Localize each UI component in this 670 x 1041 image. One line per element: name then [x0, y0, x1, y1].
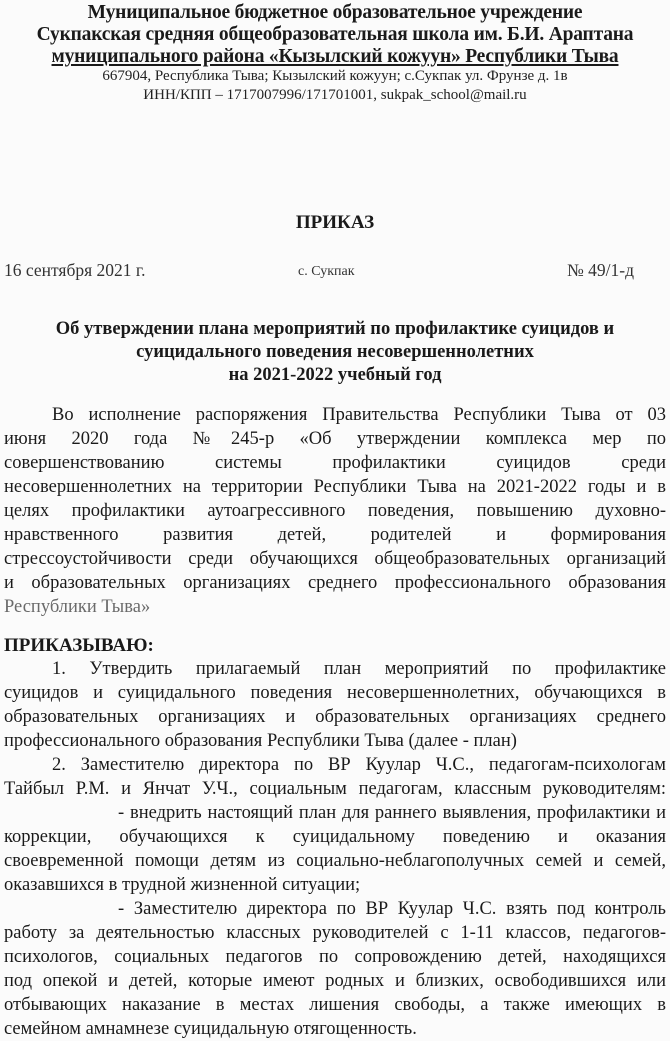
order-date: 16 сентября 2021 г.: [4, 260, 146, 280]
order-line: образовательных организациях и образовательных организациях среднего: [4, 707, 666, 727]
subject-line-2: суицидального поведения несовершеннолетних: [136, 342, 534, 362]
document-type-title: ПРИКАЗ: [295, 212, 375, 233]
order-line: семейном амнамнезе суицидальную отягощенность.: [4, 1019, 417, 1039]
order-line: оказавшихся в трудной жизненной ситуации;: [4, 875, 361, 895]
preamble-line: нравственного развития детей, родителей и формирования: [4, 525, 666, 545]
order-line: Тайбыл Р.М. и Янчат У.Ч., социальным педагогам, классным руководителям:: [4, 779, 666, 799]
order-number: № 49/1-д: [567, 260, 634, 280]
order-line: 1. Утвердить прилагаемый план мероприятий по профилактике: [52, 659, 666, 679]
order-line: отбывающих наказание в местах лишения свободы, а также имеющих в: [4, 995, 666, 1015]
order-line: под опекой и детей, которые имеют родных и близких, освободившихся или: [4, 971, 666, 991]
order-heading: ПРИКАЗЫВАЮ:: [4, 635, 154, 656]
preamble-line: стрессоустойчивости среди обучающихся общеобразовательных организаций: [4, 549, 666, 569]
order-line: своевременной помощи детям из социально-неблагополучных семей и семей,: [4, 851, 666, 871]
preamble-line: Республики Тыва»: [4, 597, 151, 617]
subject-line-1: Об утверждении плана мероприятий по профилактике суицидов и: [55, 319, 615, 339]
order-line: работу за деятельностью классных руководителей с 1-11 классов, педагогов-: [4, 923, 666, 943]
order-line: профессионального образования Республики Тыва (далее - план): [4, 731, 517, 751]
subject-line-3: на 2021-2022 учебный год: [228, 365, 442, 385]
preamble-line: Во исполнение распоряжения Правительства Республики Тыва от 03: [52, 405, 666, 425]
letterhead-address: 667904, Республика Тыва; Кызылский кожуун; с.Сукпак ул. Фрунзе д. 1в: [102, 68, 568, 84]
order-line: - внедрить настоящий план для раннего выявления, профилактики и: [118, 803, 666, 823]
order-line: 2. Заместителю директора по ВР Куулар Ч.С., педагогам-психологам: [52, 755, 666, 775]
letterhead-school: Сукпакская средняя общеобразовательная школа им. Б.И. Араптана: [36, 24, 634, 45]
letterhead-requisites: ИНН/КПП – 1717007996/171701001, sukpak_school@mail.ru: [143, 87, 527, 103]
order-line: - Заместителю директора по ВР Куулар Ч.С. взять под контроль: [118, 899, 666, 919]
preamble-line: и образовательных организациях среднего профессионального образования: [4, 573, 666, 593]
order-line: коррекции, обучающихся к суицидальному поведению и оказания: [4, 827, 666, 847]
letterhead-institution: Муниципальное бюджетное образовательное учреждение: [87, 2, 583, 23]
preamble-line: июня 2020 года №245-р «Об утверждении комплекса мер по: [4, 429, 666, 449]
order-line: психологов, социальных педагогов по сопровождению детей, находящихся: [4, 947, 666, 967]
order-place: с. Сукпак: [298, 264, 355, 279]
preamble-line: несовершеннолетних на территории Республики Тыва на 2021-2022 годы и в: [4, 477, 666, 497]
preamble-line: целях профилактики аутоагрессивного поведения, повышению духовно-: [4, 501, 666, 521]
preamble-line: совершенствованию системы профилактики суицидов среди: [4, 453, 666, 473]
order-line: суицидов и суицидального поведения несовершеннолетних, обучающихся в: [4, 683, 666, 703]
letterhead-district: муниципального района «Кызылский кожуун» Республики Тыва: [51, 46, 619, 67]
